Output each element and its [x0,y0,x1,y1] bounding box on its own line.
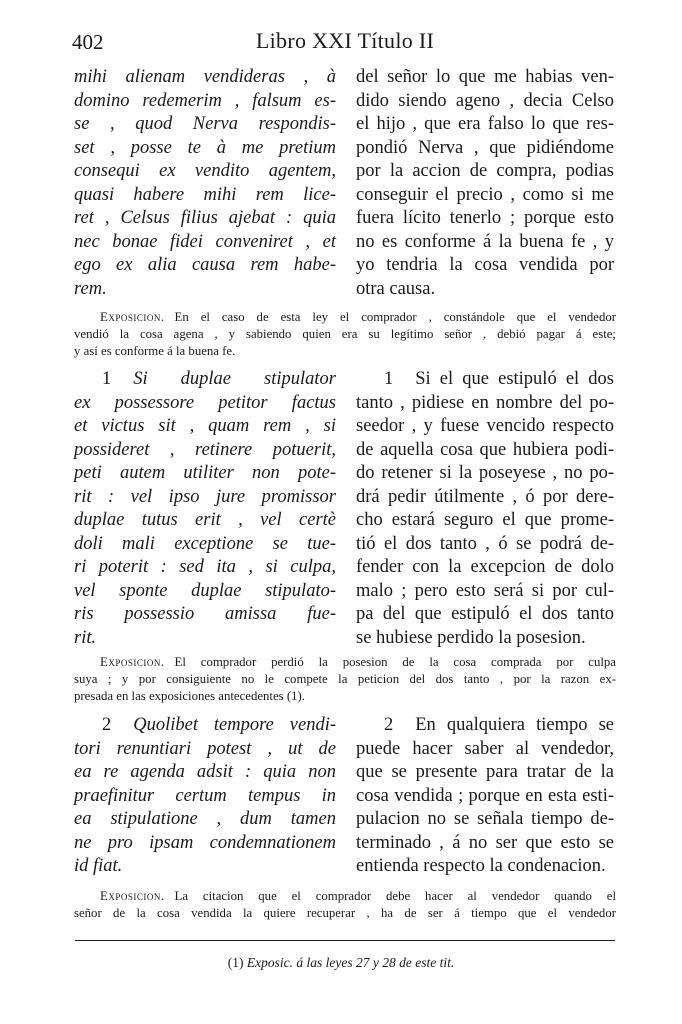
text-line [356,368,614,392]
page-number: 402 [72,30,104,54]
spanish-column-0 [356,66,614,301]
exposicion-text: vendió la cosa agena , y sabiendo quien era su legítimo señor , debió pagar á este; [74,326,616,341]
text-line [74,231,336,255]
line-text: tanto , pidiese en nombre del po- [356,392,614,413]
text-line [356,738,614,762]
text-line [74,184,336,208]
text-line [74,207,336,231]
text-line [356,509,614,533]
text-line [74,714,336,738]
text-line [74,278,336,302]
line-text: no es conforme á la buena fe , y [356,231,614,252]
text-line [74,761,336,785]
line-text: duplae tutus erit , vel certè [74,510,336,530]
text-line [74,90,336,114]
spanish-column-1 [356,368,614,650]
line-text: Quolibet tempore vendi- [133,715,336,735]
text-line [74,66,336,90]
exposicion-text: El comprador perdió la posesion de la cosa comprada por culpa [174,655,616,669]
text-line [356,486,614,510]
text-line [74,627,336,651]
line-text: Si duplae stipulator [133,369,336,389]
text-line [356,627,614,651]
line-text: mihi alienam vendideras , à [74,67,336,87]
line-text: se , quod Nerva respondis- [74,114,336,134]
text-line [74,113,336,137]
text-line [356,254,614,278]
text-line [356,160,614,184]
spanish-column-2 [356,714,614,879]
exposicion-text: En el caso de esta ley el comprador , constándole que el vendedor [174,310,616,324]
line-text: drá pedir útilmente , ó por dere- [356,486,614,507]
exposicion-label: Exposicion. [100,310,165,324]
running-title: Libro XXI Título II [255,28,435,53]
exposicion-label: Exposicion. [100,655,165,669]
text-line [74,254,336,278]
exposicion-1 [74,654,616,704]
text-line [74,580,336,604]
line-text: ne pro ipsam condemnationem [74,832,336,853]
text-line [74,556,336,580]
exposicion-0 [74,309,616,359]
exposicion-label: Exposicion. [100,889,165,903]
latin-column-0 [74,66,336,301]
line-text: entienda respecto la condenacion. [356,856,606,876]
footnote-text: Exposic. á las leyes 27 y 28 de este tit. [246,955,455,970]
text-line [74,486,336,510]
text-line [356,278,614,302]
paragraph-number: 1 [102,369,112,389]
text-line [356,392,614,416]
text-line [74,439,336,463]
line-text: rit : vel ipso jure promissor [74,486,336,507]
text-line [74,855,336,879]
text-line [74,392,336,416]
paragraph-number: 2 [384,715,394,735]
exposicion-text: La citacion que el comprador debe hacer al vendedor quando el [174,889,616,903]
line-text: seedor , y fuese vencido respecto [356,416,614,436]
text-line [356,439,614,463]
exposicion-text: suya ; y por consiguiente no le compete la peticion del dos tanto , por la razon ex- [74,671,616,686]
line-text: fender con la excepcion de dolo [356,557,614,577]
exposicion-line [74,888,616,905]
text-line [74,738,336,762]
line-text: pa del que estipuló el dos tanto [356,604,614,624]
text-line [356,66,614,90]
text-line [356,580,614,604]
exposicion-line [74,309,616,326]
text-line [74,785,336,809]
line-text: ex possessore petitor factus [74,392,336,413]
line-text: rit. [74,627,97,648]
text-line [356,761,614,785]
text-line [356,603,614,627]
line-text: conseguir el precio , como si me [356,184,614,205]
line-text: quasi habere mihi rem lice- [74,184,336,205]
text-line [74,533,336,557]
page-header [72,28,618,58]
text-line [356,808,614,832]
line-text: se hubiese perdido la posesion. [356,627,586,648]
line-text: ea stipulatione , dum tamen [74,809,336,829]
line-text: malo ; pero esto será si por cul- [356,580,614,601]
line-text: que se presente para tratar de la [356,762,614,782]
line-text: praefinitur certum tempus in [74,785,336,806]
text-line [356,556,614,580]
text-line [74,368,336,392]
text-line [356,415,614,439]
text-line [74,137,336,161]
line-text: id fiat. [74,856,123,876]
line-text: possideret , retinere potuerit, [74,439,336,460]
text-line [356,832,614,856]
exposicion-line [74,688,616,705]
exposicion-line [74,905,616,922]
footnote-marker: (1) [227,955,244,970]
line-text: vel sponte duplae stipulato- [74,580,336,601]
line-text: tió el dos tanto , ó se podrá de- [356,533,614,554]
line-text: pulacion no se señala tiempo de- [356,809,614,829]
exposicion-line [74,343,616,360]
line-text: otra causa. [356,278,436,299]
line-text: Si el que estipuló el dos [415,369,614,389]
text-line [74,832,336,856]
line-text: domino redemerim , falsum es- [74,90,336,111]
line-text: set , posse te à me pretium [74,137,336,158]
line-text: nec bonae fidei conveniret , et [74,231,336,252]
line-text: pondió Nerva , que pidiéndome [356,137,614,158]
latin-column-1 [74,368,336,650]
line-text: por la accion de compra, podias [356,161,614,181]
line-text: doli mali exceptione se tue- [74,533,336,554]
text-line [356,533,614,557]
footnote [0,955,682,971]
line-text: rem. [74,278,107,299]
text-line [74,415,336,439]
text-line [356,90,614,114]
exposicion-text: señor de la cosa vendida la quiere recuperar , ha de ser á tiempo que el vendedor [74,905,616,920]
exposicion-text: presada en las exposiciones antecedentes (1). [74,688,305,703]
line-text: ego ex alia causa rem habe- [74,255,336,275]
line-text: et victus sit , quam rem , si [74,416,336,436]
line-text: yo tendria la cosa vendida por [356,255,614,275]
text-line [356,231,614,255]
line-text: terminado , á no ser que esto se [356,832,614,853]
latin-column-2 [74,714,336,879]
line-text: En qualquiera tiempo se [415,715,614,735]
exposicion-text: y así es conforme á la buena fe. [74,343,236,358]
exposicion-line [74,326,616,343]
line-text: peti autem utiliter non pote- [74,463,336,483]
text-line [356,184,614,208]
text-line [74,509,336,533]
line-text: de aquella cosa que hubiera podi- [356,439,614,460]
line-text: dido siendo ageno , decia Celso [356,90,614,111]
text-line [74,603,336,627]
line-text: ri poterit : sed ita , si culpa, [74,557,336,577]
text-line [356,137,614,161]
text-line [356,462,614,486]
exposicion-line [74,671,616,688]
paragraph-number: 2 [102,715,112,735]
line-text: ris possessio amissa fue- [74,604,336,624]
line-text: cosa vendida ; porque en esta esti- [356,785,614,806]
line-text: cho estará seguro el que prome- [356,510,614,530]
text-line [356,855,614,879]
text-line [356,207,614,231]
line-text: ea re agenda adsit : quia non [74,762,336,782]
line-text: el hijo , que era falso lo que res- [356,114,614,134]
line-text: fuera lícito tenerlo ; porque esto [356,208,614,228]
line-text: ret , Celsus filius ajebat : quia [74,208,336,228]
text-line [74,160,336,184]
footnote-rule [75,940,615,941]
line-text: del señor lo que me habias ven- [356,67,614,87]
line-text: puede hacer saber al vendedor, [356,738,614,759]
text-line [74,808,336,832]
exposicion-line [74,654,616,671]
paragraph-number: 1 [384,369,394,389]
line-text: consequi ex vendito agentem, [74,161,336,181]
text-line [74,462,336,486]
line-text: do retener si la poseyese , no po- [356,463,614,483]
exposicion-2 [74,888,616,922]
text-line [356,785,614,809]
text-line [356,113,614,137]
line-text: tori renuntiari potest , ut de [74,738,336,759]
text-line [356,714,614,738]
